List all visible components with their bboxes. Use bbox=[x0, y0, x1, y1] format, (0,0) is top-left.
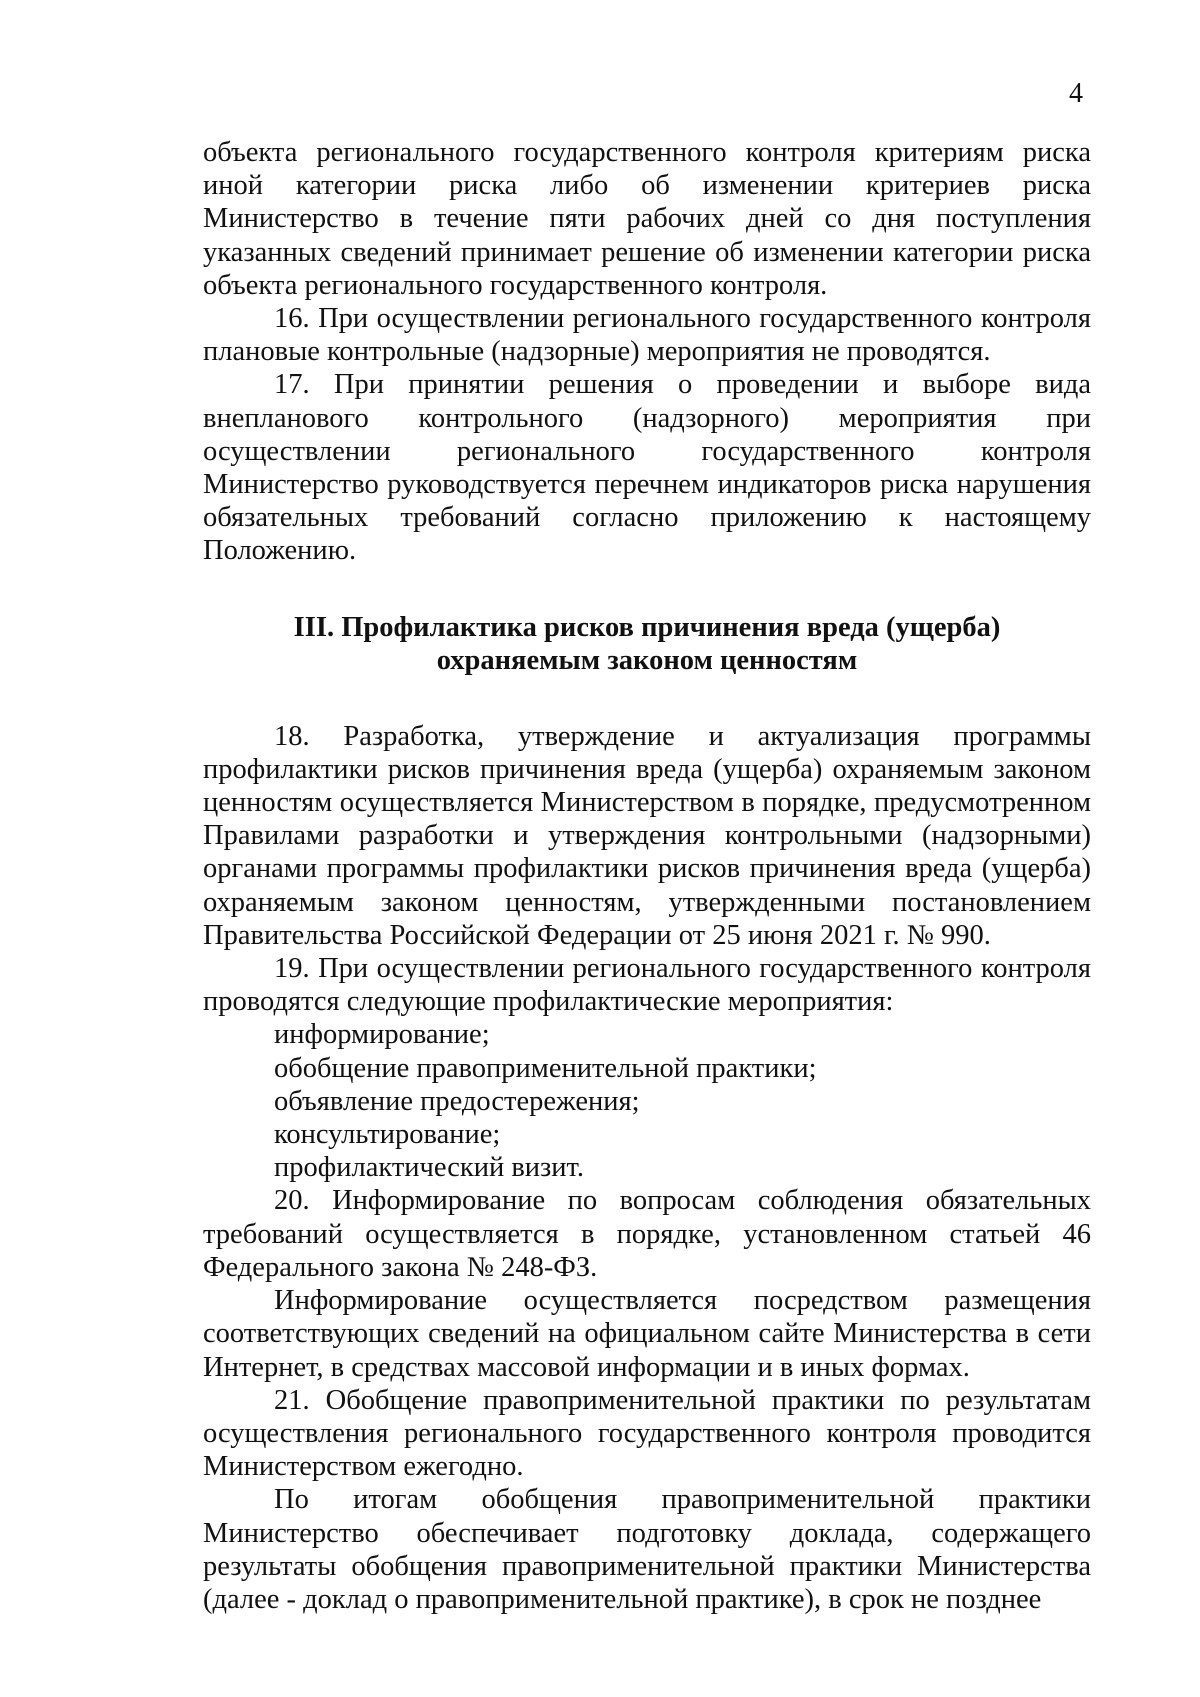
section-heading-line-1: III. Профилактика рисков причинения вреда (ущерба) bbox=[293, 611, 1001, 643]
paragraph-19: 19. При осуществлении регионального государственного контроля проводятся следующие профилактические мероприятия: bbox=[203, 953, 1091, 1018]
list-item: объявление предостережения; bbox=[274, 1085, 640, 1117]
list-item: профилактический визит. bbox=[274, 1152, 584, 1184]
list-item: консультирование; bbox=[274, 1119, 501, 1151]
list-item: обобщение правоприменительной практики; bbox=[274, 1052, 817, 1084]
page-number: 4 bbox=[1069, 78, 1083, 109]
paragraph-continuation: объекта регионального государственного контроля критериям риска иной категории риска либо об изменении критериев риска Министерство в течение пяти рабочих дней со дня поступления указанных сведений принимает решение об изменении категории риска объекта регионального государственного контроля. bbox=[203, 137, 1091, 301]
paragraph-17: 17. При принятии решения о проведении и выборе вида внепланового контрольного (надзорного) мероприятия при осуществлении регионального государственного контроля Министерство руководствуется перечнем индикаторов риска нарушения обязательных требований согласно приложению к настоящему Положению. bbox=[203, 369, 1091, 567]
paragraph-21-report: По итогам обобщения правоприменительной практики Министерство обеспечивает подготовку доклада, содержащего результаты обобщения правоприменительной практики Министерства (далее - доклад о правоприменительной практике), в срок не позднее bbox=[203, 1484, 1091, 1615]
section-heading bbox=[203, 611, 1091, 678]
list-item: информирование; bbox=[274, 1019, 490, 1051]
paragraph-20-informing: Информирование осуществляется посредством размещения соответствующих сведений на официальном сайте Министерства в сети Интернет, в средствах массовой информации и в иных формах. bbox=[203, 1285, 1091, 1383]
paragraph-21: 21. Обобщение правоприменительной практики по результатам осуществления регионального государственного контроля проводится Министерством ежегодно. bbox=[203, 1384, 1091, 1483]
paragraph-18: 18. Разработка, утверждение и актуализация программы профилактики рисков причинения вреда (ущерба) охраняемым законом ценностям осуществляется Министерством в порядке, предусмотренном Правилами разработки и утверждения контрольными (надзорными) органами программы профилактики рисков причинения вреда (ущерба) охраняемым законом ценностям, утвержденными постановлением Правительства Российской Федерации от 25 июня 2021 г. № 990. bbox=[203, 720, 1091, 951]
document-body bbox=[203, 136, 1091, 1616]
section-heading-line-2: охраняемым законом ценностям bbox=[436, 645, 858, 677]
paragraph-16: 16. При осуществлении регионального государственного контроля плановые контрольные (надзорные) мероприятия не проводятся. bbox=[203, 303, 1091, 368]
paragraph-20: 20. Информирование по вопросам соблюдения обязательных требований осуществляется в порядке, установленном статьей 46 Федерального закона № 248-ФЗ. bbox=[203, 1185, 1091, 1283]
